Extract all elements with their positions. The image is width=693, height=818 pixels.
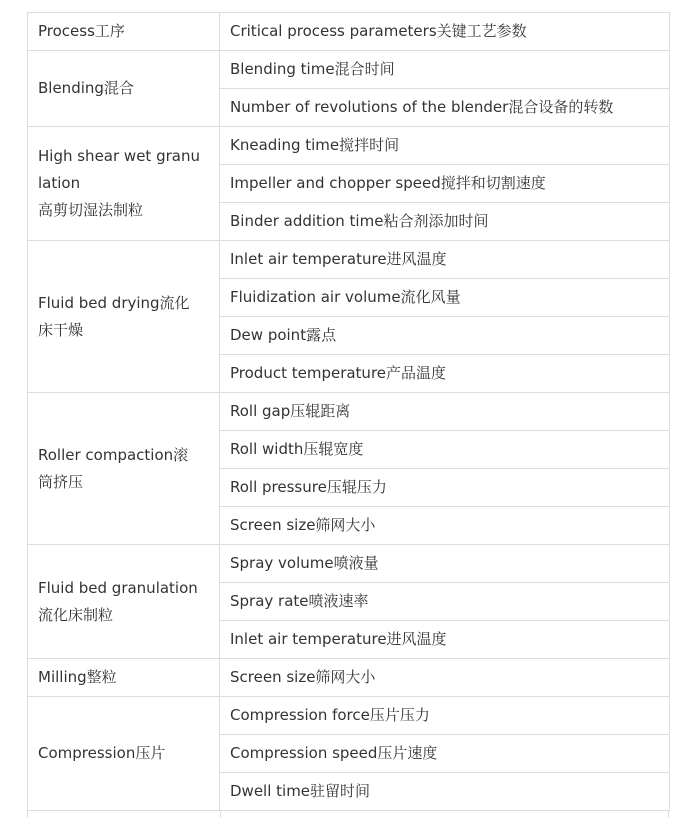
process-line: Milling整粒 (38, 668, 117, 686)
parameter-cell: Roll width压辊宽度 (220, 431, 670, 469)
parameter-cell: Fluidization air volume流化风量 (220, 279, 670, 317)
parameter-cell: Spray volume喷液量 (220, 545, 670, 583)
parameter-cell: Kneading time搅拌时间 (220, 127, 670, 165)
process-cell (28, 659, 220, 697)
table-body (28, 13, 670, 811)
process-line: 流化床制粒 (38, 605, 114, 624)
process-line: Fluid bed granulation (38, 578, 198, 597)
parameter-cell: Product temperature产品温度 (220, 355, 670, 393)
process-cell (28, 241, 220, 393)
parameter-cell: Inlet air temperature进风温度 (220, 241, 670, 279)
parameter-cell: Impeller and chopper speed搅拌和切割速度 (220, 165, 670, 203)
process-line: Blending混合 (38, 79, 134, 97)
parameter-cell: Dew point露点 (220, 317, 670, 355)
parameter-cell: Dwell time驻留时间 (220, 773, 670, 811)
process-parameters-table (27, 12, 670, 811)
process-line: Compression压片 (38, 744, 166, 762)
parameter-cell: Roll pressure压辊压力 (220, 469, 670, 507)
process-cell (28, 393, 220, 545)
header-parameters-cell: Critical process parameters关键工艺参数 (220, 13, 670, 51)
parameter-cell: Screen size筛网大小 (220, 507, 670, 545)
table-continuation-edge (27, 810, 669, 818)
parameter-cell: Spray rate喷液速率 (220, 583, 670, 621)
process-line: 床干燥 (38, 320, 84, 339)
process-cell (28, 51, 220, 127)
process-cell (28, 697, 220, 811)
table-row (28, 659, 670, 697)
process-line: High shear wet granu (38, 147, 200, 165)
process-line: 高剪切湿法制粒 (38, 201, 144, 219)
header-process-cell: Process工序 (28, 13, 220, 51)
parameter-cell: Number of revolutions of the blender混合设备的转数 (220, 89, 670, 127)
parameter-cell: Roll gap压辊距离 (220, 393, 670, 431)
process-line: Fluid bed drying流化 (38, 293, 190, 312)
process-line: Roller compaction滚 (38, 445, 189, 464)
table-row (28, 241, 670, 279)
process-cell (28, 127, 220, 241)
process-line: lation (38, 174, 81, 192)
table-row (28, 127, 670, 165)
table-row (28, 51, 670, 89)
parameter-cell: Binder addition time粘合剂添加时间 (220, 203, 670, 241)
process-line: 筒挤压 (38, 472, 84, 491)
process-cell (28, 545, 220, 659)
parameter-cell: Screen size筛网大小 (220, 659, 670, 697)
table-row (28, 697, 670, 735)
parameter-cell: Inlet air temperature进风温度 (220, 621, 670, 659)
parameter-cell: Compression force压片压力 (220, 697, 670, 735)
table-continuation-divider (220, 810, 221, 818)
table-row (28, 393, 670, 431)
parameter-cell: Compression speed压片速度 (220, 735, 670, 773)
table-row (28, 545, 670, 583)
parameter-cell: Blending time混合时间 (220, 51, 670, 89)
header-row (28, 13, 670, 51)
